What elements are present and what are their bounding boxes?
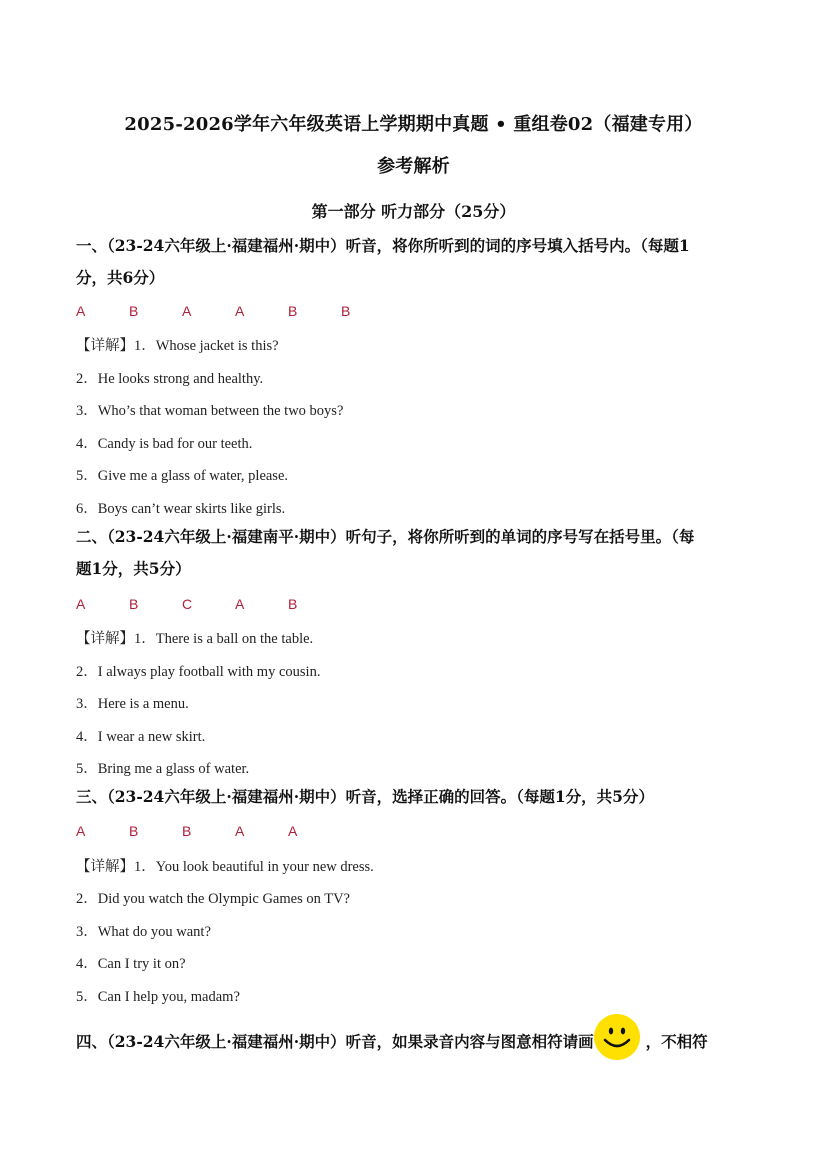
- section-4-heading-before: 四、（23-24六年级上·福建福州·期中）听音，如果录音内容与图意相符请画: [76, 1032, 594, 1051]
- answer: A: [76, 823, 86, 839]
- answer: A: [76, 596, 86, 612]
- detail-line: 5．Bring me a glass of water.: [76, 761, 250, 777]
- detail-line: 5．Can I help you, madam?: [76, 989, 240, 1005]
- answer: A: [76, 303, 86, 319]
- detail-line: 4．Candy is bad for our teeth.: [76, 436, 253, 452]
- section-3-heading-line1: 三、（23-24六年级上·福建福州·期中）听音，选择正确的回答。（每题1分，共5分）: [76, 787, 654, 806]
- section-1-answers: [76, 303, 394, 319]
- answer: B: [182, 823, 192, 839]
- detail-text: 1．You look beautiful in your new dress.: [134, 859, 374, 875]
- section-2-answers: [76, 596, 341, 612]
- answer: A: [288, 823, 298, 839]
- answer: B: [129, 823, 139, 839]
- detail-line: 2．Did you watch the Olympic Games on TV?: [76, 891, 350, 907]
- section-4-heading: [76, 1026, 756, 1060]
- answer: B: [341, 303, 351, 319]
- detail-label: 【详解】: [76, 338, 134, 354]
- detail-label: 【详解】: [76, 859, 134, 875]
- section-4-heading-after: ，不相符: [645, 1032, 708, 1051]
- section-3-answers: [76, 823, 341, 839]
- section-2-heading-line2: 题1分，共5分）: [76, 559, 191, 578]
- section-1-heading-line2: 分，共6分）: [76, 268, 165, 287]
- detail-line: 2．I always play football with my cousin.: [76, 664, 321, 680]
- section-1-heading: [76, 230, 756, 294]
- detail-text: 1．Whose jacket is this?: [134, 338, 279, 354]
- answer: A: [182, 303, 192, 319]
- answer: B: [288, 596, 298, 612]
- detail-line: 3．Who’s that woman between the two boys?: [76, 403, 344, 419]
- detail-text: 1．There is a ball on the table.: [134, 631, 314, 647]
- detail-line: 4．I wear a new skirt.: [76, 729, 206, 745]
- detail-line: 3．What do you want?: [76, 924, 211, 940]
- detail-label: 【详解】: [76, 631, 134, 647]
- answer: B: [288, 303, 298, 319]
- answer: C: [182, 596, 193, 612]
- page-title: 2025-2026学年六年级英语上学期期中真题 • 重组卷02（福建专用）: [124, 114, 703, 135]
- answer: B: [129, 303, 139, 319]
- section-3-heading: [76, 781, 756, 813]
- part-heading: 第一部分 听力部分（25分）: [311, 202, 516, 221]
- detail-line: 2．He looks strong and healthy.: [76, 371, 264, 387]
- answer: B: [129, 596, 139, 612]
- detail-line: [76, 855, 374, 876]
- page-subtitle: 参考解析: [377, 156, 450, 177]
- answer: A: [235, 596, 245, 612]
- answer: A: [235, 823, 245, 839]
- detail-line: [76, 627, 313, 648]
- section-1-heading-line1: 一、（23-24六年级上·福建福州·期中）听音，将你所听到的词的序号填入括号内。（每题1: [76, 236, 690, 255]
- detail-line: 6．Boys can’t wear skirts like girls.: [76, 501, 286, 517]
- detail-line: [76, 334, 279, 355]
- detail-line: 4．Can I try it on?: [76, 956, 186, 972]
- detail-line: 3．Here is a menu.: [76, 696, 189, 712]
- detail-line: 5．Give me a glass of water, please.: [76, 468, 289, 484]
- answer: A: [235, 303, 245, 319]
- smiley-face-icon: [594, 1014, 640, 1060]
- section-2-heading: [76, 521, 756, 585]
- section-2-heading-line1: 二、（23-24六年级上·福建南平·期中）听句子，将你所听到的单词的序号写在括号里。（每: [76, 527, 695, 546]
